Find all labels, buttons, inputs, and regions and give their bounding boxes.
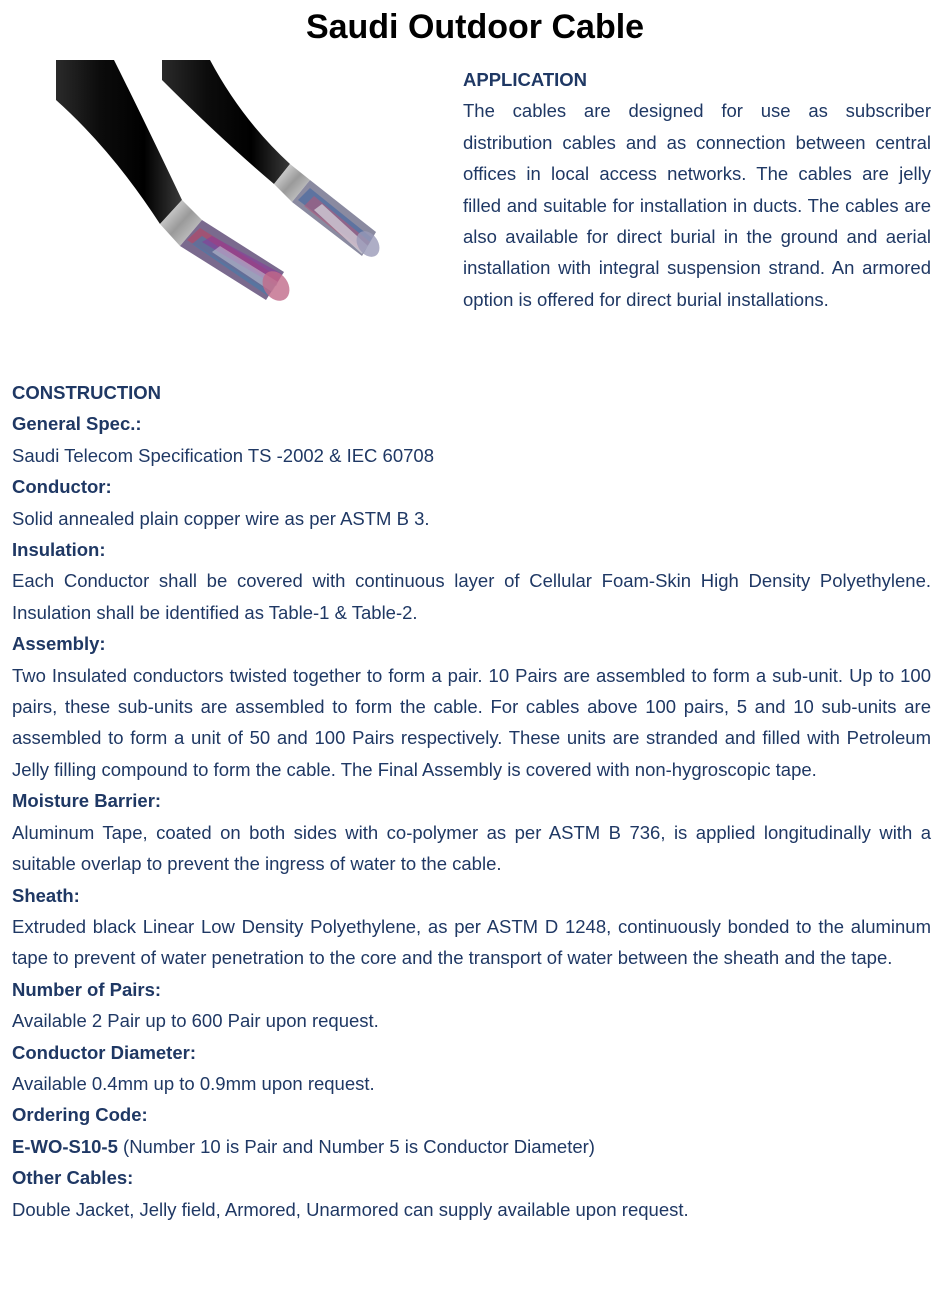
moisture-barrier-text: Aluminum Tape, coated on both sides with co-polymer as per ASTM B 736, is applied longitudinally with a suitable overlap to prevent the ingress of water to the cable.	[12, 821, 931, 875]
sheath-label: Sheath:	[12, 884, 80, 906]
general-spec-label: General Spec.:	[12, 413, 142, 435]
sheath-text: Extruded black Linear Low Density Polyethylene, as per ASTM D 1248, continuously bonded to the aluminum tape to prevent of water penetration to the core and the transport of water between the sheath and the tape.	[12, 915, 931, 969]
insulation-label: Insulation:	[12, 539, 106, 561]
application-heading: APPLICATION	[463, 69, 588, 90]
application-section	[463, 64, 931, 315]
page-title: Saudi Outdoor Cable	[305, 8, 645, 46]
conductor-diameter-label: Conductor Diameter:	[12, 1041, 196, 1063]
application-text: The cables are designed for use as subscriber distribution cables and as connection between central offices in local access networks. The cables are jelly filled and suitable for installation in ducts. The cables are also available for direct burial in the ground and aerial installation with integral suspension strand. An armored option is offered for direct burial installations.	[463, 100, 931, 310]
conductor-label: Conductor:	[12, 476, 112, 498]
insulation-text: Each Conductor shall be covered with continuous layer of Cellular Foam-Skin High Density Polyethylene. Insulation shall be identified as Table-1 & Table-2.	[12, 570, 931, 623]
ordering-code-note: (Number 10 is Pair and Number 5 is Conductor Diameter)	[117, 1135, 595, 1157]
construction-heading: CONSTRUCTION	[12, 382, 162, 403]
construction-section	[12, 377, 931, 1225]
other-cables-text: Double Jacket, Jelly field, Armored, Unarmored can supply available upon request.	[12, 1198, 689, 1220]
conductor-diameter-text: Available 0.4mm up to 0.9mm upon request.	[12, 1072, 375, 1094]
ordering-code-value: E-WO-S10-5	[12, 1135, 118, 1157]
general-spec-text: Saudi Telecom Specification TS -2002 & IEC 60708	[12, 444, 434, 466]
ordering-code-label: Ordering Code:	[12, 1104, 148, 1126]
number-of-pairs-label: Number of Pairs:	[12, 978, 162, 1000]
cable-photo	[52, 60, 392, 322]
cable-left	[56, 60, 295, 306]
assembly-label: Assembly:	[12, 633, 106, 655]
assembly-text: Two Insulated conductors twisted together to form a pair. 10 Pairs are assembled to form a sub-unit. Up to 100 pairs, these sub-units are assembled to form the cable. For cables above 100 pairs, 5 and 10 sub-units are assembled to form a unit of 50 and 100 Pairs respectively. These units are stranded and filled with Petroleum Jelly filling compound to form the cable. The Final Assembly is covered with non-hygroscopic tape.	[12, 664, 931, 780]
conductor-text: Solid annealed plain copper wire as per ASTM B 3.	[12, 507, 430, 529]
moisture-barrier-label: Moisture Barrier:	[12, 790, 162, 812]
number-of-pairs-text: Available 2 Pair up to 600 Pair upon request.	[12, 1010, 379, 1032]
other-cables-label: Other Cables:	[12, 1167, 134, 1189]
ordering-code-line	[12, 1131, 931, 1162]
